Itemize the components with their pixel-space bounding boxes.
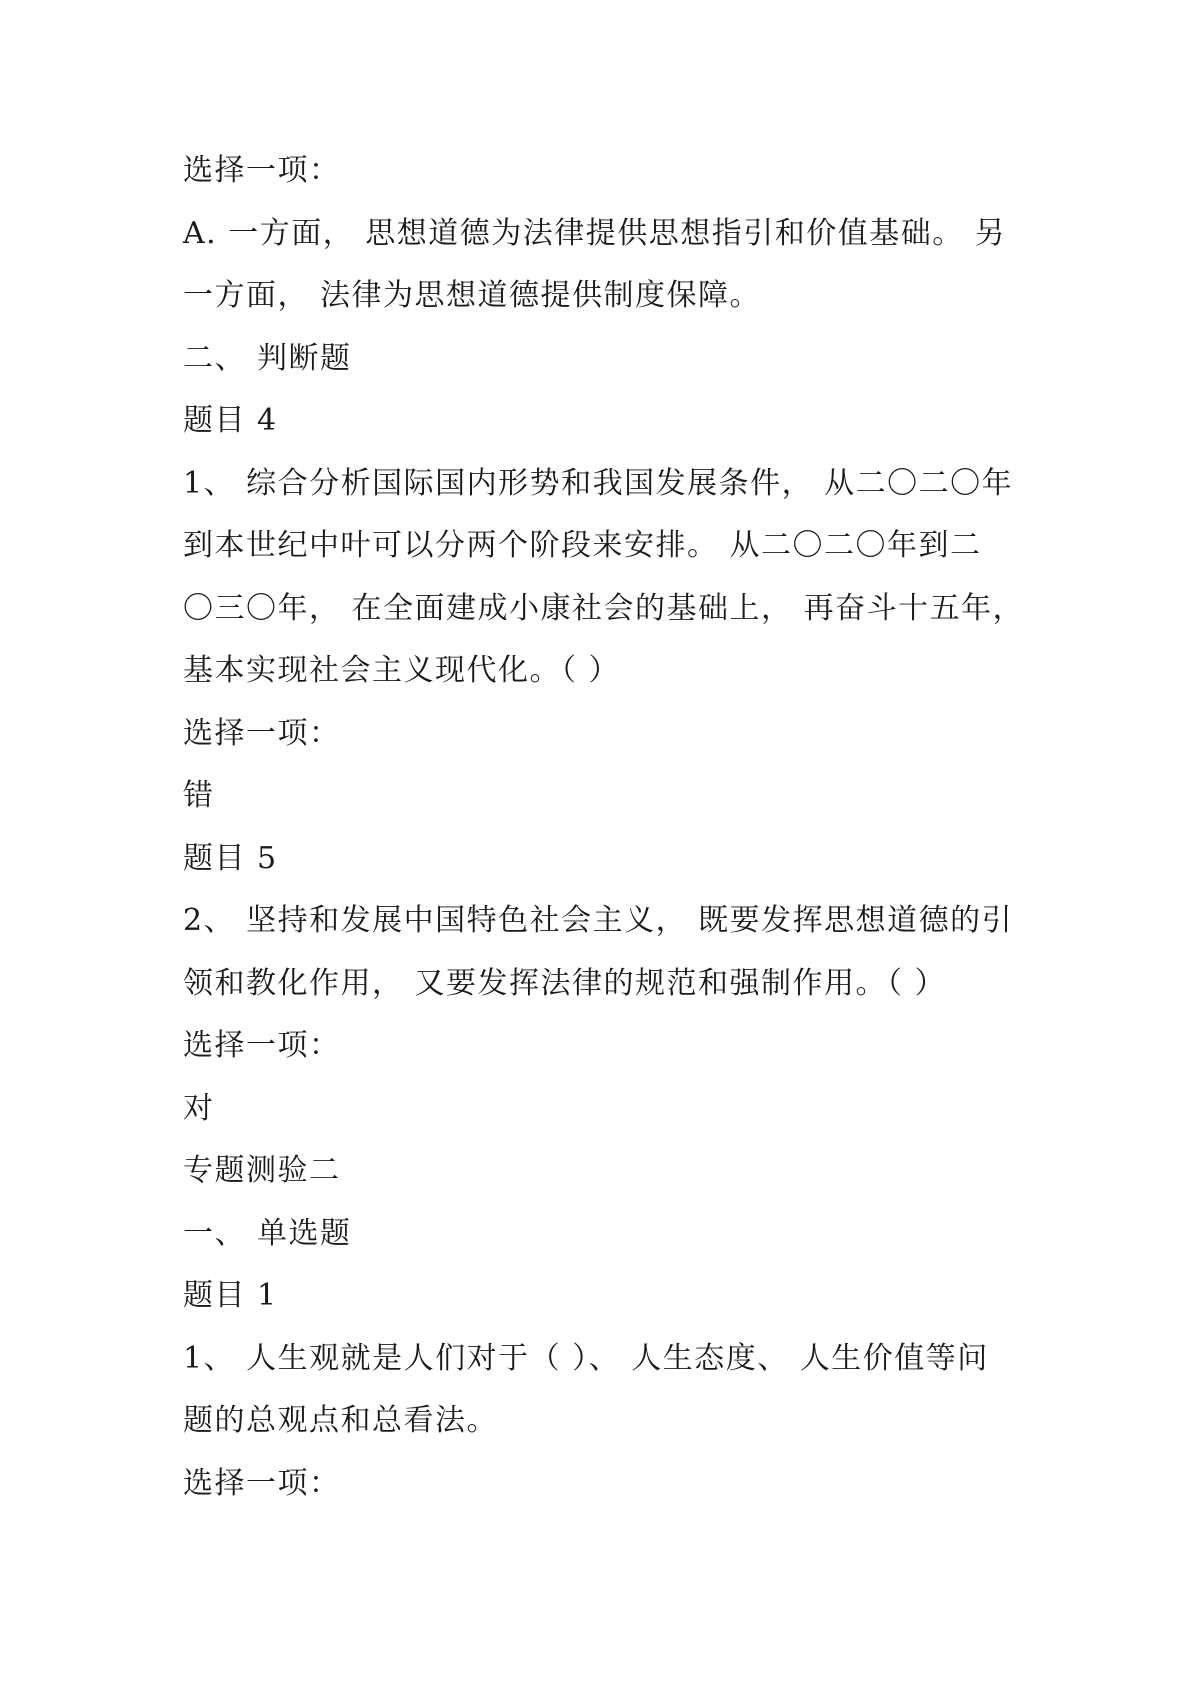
question-1-text-line-2: 题的总观点和总看法。: [183, 1403, 498, 1438]
question-5-text-line-2: 领和教化作用， 又要发挥法律的规范和强制作用。（ ）: [183, 965, 947, 1001]
question-5-answer: 对: [183, 1090, 215, 1126]
choose-one-label: 选择一项：: [183, 1028, 341, 1063]
question-1-text-line-1: 1、 人生观就是人们对于（ ）、 人生态度、 人生价值等问: [183, 1340, 989, 1376]
question-4-heading: 题目 4: [183, 403, 278, 438]
question-5-heading: 题目 5: [183, 840, 278, 876]
question-4-text-line-4: 基本实现社会主义现代化。（ ）: [183, 653, 621, 688]
question-4-answer: 错: [183, 778, 215, 813]
choose-one-label: 选择一项：: [183, 153, 341, 188]
section-heading-single-choice: 一、 单选题: [183, 1215, 352, 1251]
option-a-line-2: 一方面， 法律为思想道德提供制度保障。: [183, 278, 762, 313]
document-page: [183, 140, 1025, 1515]
option-a-line-1: A. 一方面， 思想道德为法律提供思想指引和价值基础。 另: [183, 215, 1007, 251]
quiz-title: 专题测验二: [183, 1153, 341, 1188]
question-1-heading: 题目 1: [183, 1278, 278, 1313]
choose-one-label: 选择一项：: [183, 1465, 341, 1501]
question-4-text-line-3: 〇三〇年， 在全面建成小康社会的基础上， 再奋斗十五年，: [183, 590, 1025, 626]
choose-one-label: 选择一项：: [183, 715, 341, 751]
question-5-text-line-1: 2、 坚持和发展中国特色社会主义， 既要发挥思想道德的引: [183, 903, 1014, 938]
section-heading-true-false: 二、 判断题: [183, 340, 352, 376]
question-4-text-line-1: 1、 综合分析国际国内形势和我国发展条件， 从二〇二〇年: [183, 465, 1014, 501]
question-4-text-line-2: 到本世纪中叶可以分两个阶段来安排。 从二〇二〇年到二: [183, 528, 982, 563]
